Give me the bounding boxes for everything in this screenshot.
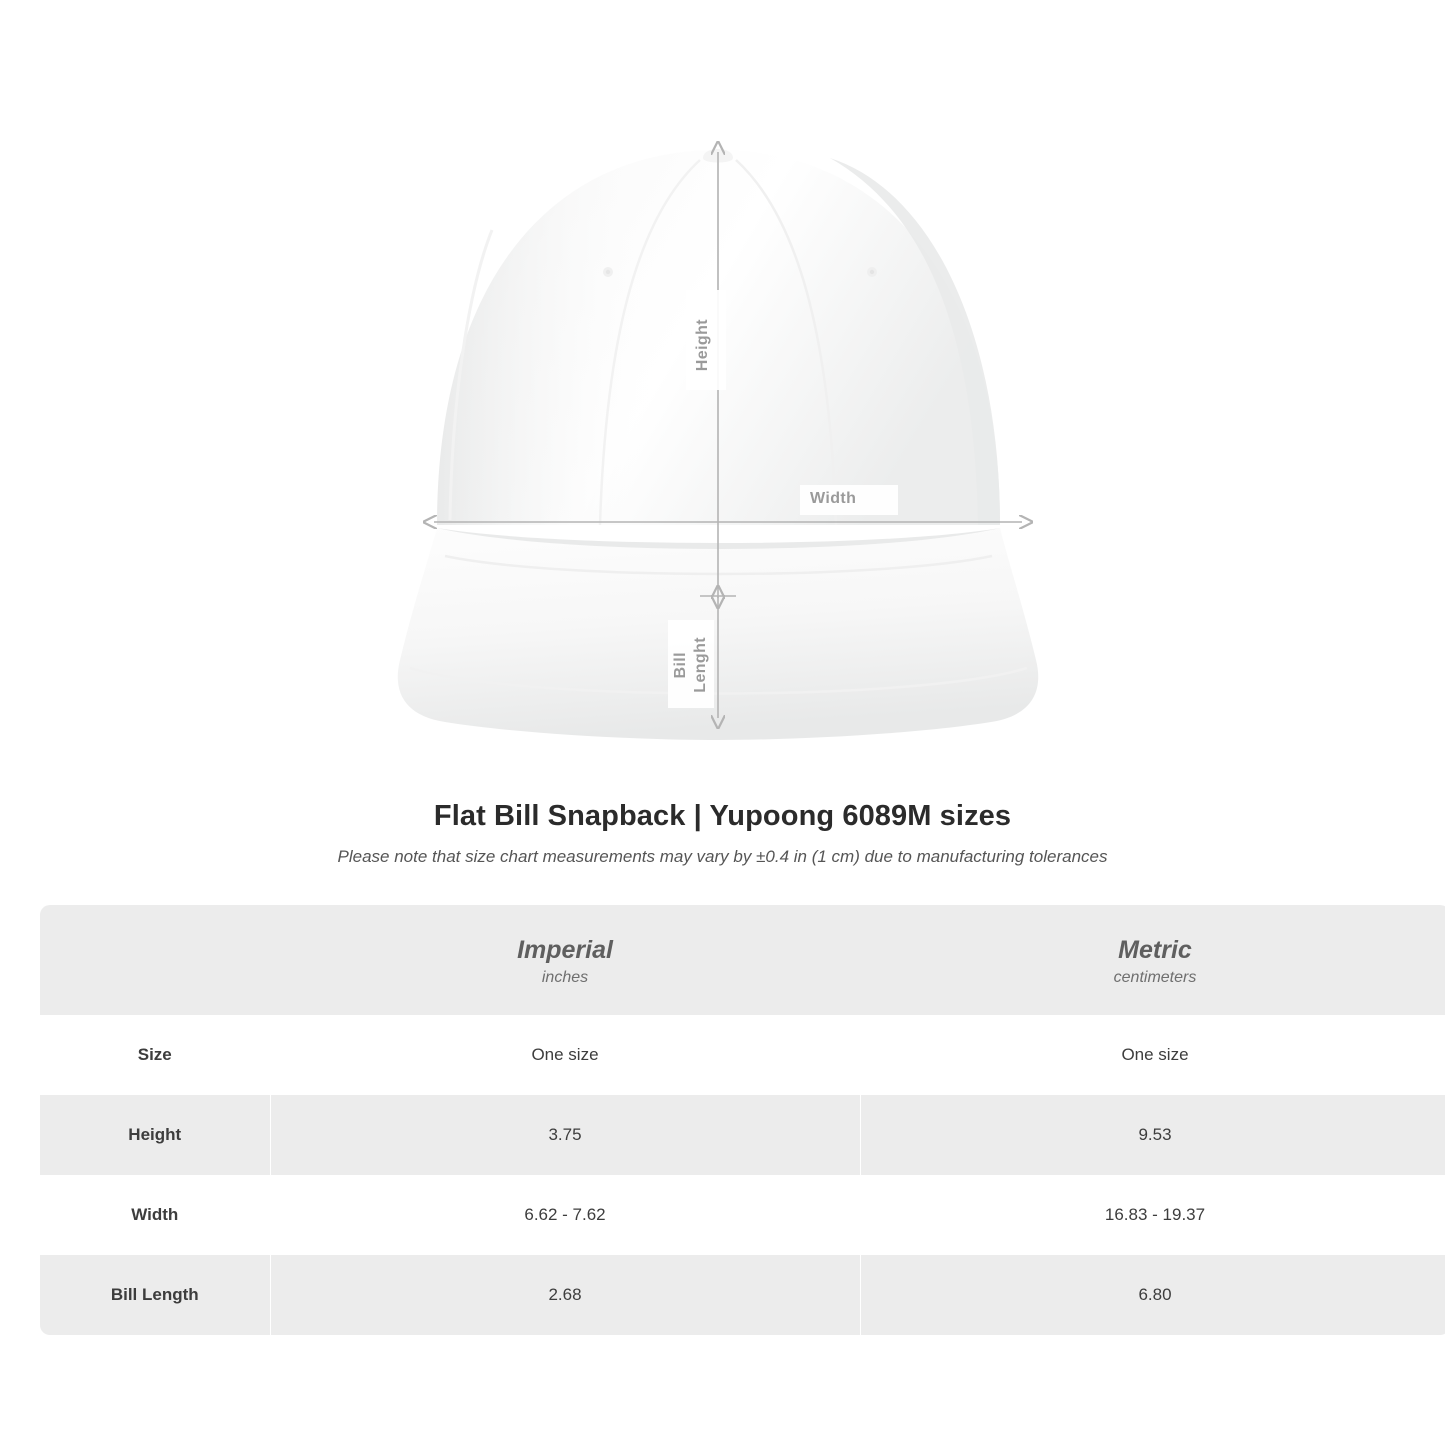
page-title: Flat Bill Snapback | Yupoong 6089M sizes bbox=[433, 800, 1012, 832]
cell-bill-length-metric: 6.80 bbox=[860, 1255, 1445, 1335]
header-metric-unit: centimeters bbox=[1113, 969, 1197, 986]
table-row bbox=[40, 1255, 1445, 1335]
row-label-height: Height bbox=[40, 1095, 270, 1175]
size-chart-table bbox=[40, 905, 1445, 1335]
width-label: Width bbox=[810, 490, 857, 507]
table-row bbox=[40, 1095, 1445, 1175]
cell-height-imperial: 3.75 bbox=[270, 1095, 860, 1175]
cell-width-imperial: 6.62 - 7.62 bbox=[270, 1175, 860, 1255]
height-label: Height bbox=[694, 318, 711, 372]
title-block bbox=[0, 800, 1445, 867]
table-body bbox=[40, 1015, 1445, 1335]
bill-length-label-line2: Lenght bbox=[692, 637, 709, 693]
table-header-row bbox=[40, 905, 1445, 1015]
cell-size-metric: One size bbox=[860, 1015, 1445, 1095]
tolerance-note: Please note that size chart measurements may vary by ±0.4 in (1 cm) due to manufacturing tolerances bbox=[337, 847, 1108, 866]
table-row bbox=[40, 1015, 1445, 1095]
bill-length-label-wrap bbox=[666, 622, 716, 708]
header-imperial bbox=[270, 905, 860, 1015]
header-metric-title: Metric bbox=[1118, 936, 1192, 964]
header-metric bbox=[860, 905, 1445, 1015]
row-label-bill-length: Bill Length bbox=[40, 1255, 270, 1335]
header-imperial-title: Imperial bbox=[517, 936, 613, 964]
height-label-wrap bbox=[686, 295, 720, 395]
row-label-size: Size bbox=[40, 1015, 270, 1095]
header-imperial-unit: inches bbox=[541, 969, 589, 986]
row-label-width: Width bbox=[40, 1175, 270, 1255]
cell-size-imperial: One size bbox=[270, 1015, 860, 1095]
header-blank bbox=[40, 905, 270, 1015]
table-head bbox=[40, 905, 1445, 1015]
table-row bbox=[40, 1175, 1445, 1255]
cell-height-metric: 9.53 bbox=[860, 1095, 1445, 1175]
size-table-wrap bbox=[40, 905, 1405, 1335]
cell-width-metric: 16.83 - 19.37 bbox=[860, 1175, 1445, 1255]
bill-length-label-line1: Bill bbox=[672, 651, 689, 679]
cell-bill-length-imperial: 2.68 bbox=[270, 1255, 860, 1335]
